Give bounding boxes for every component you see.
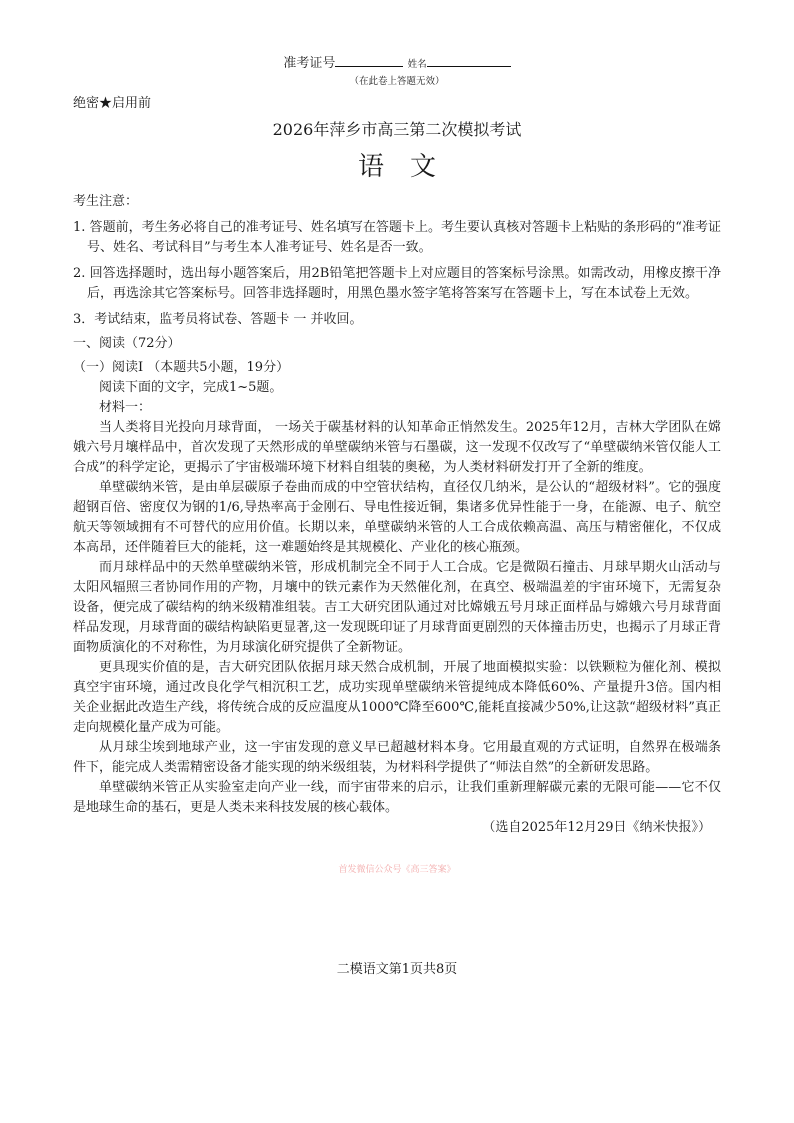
watermark: 首发微信公众号《高三答案》 <box>338 865 456 875</box>
passage-paragraph: 而月球样品中的天然单壁碳纳米管，形成机制完全不同于人工合成。它是微陨石撞击、月球早期火山活动与太阳风辐照三者协同作用的产物，月壤中的铁元素作为天然催化剂，在真空、极端温差的宇宙环境下，无需复杂设备，便完成了碳结构的纳米级精准组装。吉工大研究团队通过对比嫦娥五号月球正面样品与嫦娥六号月球背面样品发现，月球背面的碳结构缺陷更显著,这一发现既印证了月球背面更剧烈的天体撞击历史，也揭示了月球正背面物质演化的不对称性，为月球演化研究提供了全新物证。 <box>73 560 721 655</box>
subsection-heading: （一）阅读Ⅰ （本题共5小题，19分） <box>73 360 290 375</box>
notice-item: 2. 回答选择题时，选出每小题答案后，用2B铅笔把答题卡上对应题目的答案标号涂黑。如需改动，用橡皮擦干净后，再选涂其它答案标号。回答非选择题时，用黑色墨水签字笔将答案写在答题卡上，写在本试卷上无效。 <box>73 266 721 301</box>
notice-heading: 考生注意： <box>73 194 139 209</box>
notice-item: 3．考试结束，监考员将试卷、答题卡 一 并收回。 <box>73 312 363 327</box>
passage-paragraph: 单壁碳纳米管正从实验室走向产业一线，而宇宙带来的启示，让我们重新理解碳元素的无限可能——它不仅是地球生命的基石，更是人类未来科技发展的核心载体。 <box>73 780 721 815</box>
passage-paragraph: 单壁碳纳米管，是由单层碳原子卷曲而成的中空管状结构，直径仅几纳米，是公认的“超级材料”。它的强度超钢百倍、密度仅为钢的1/6,导热率高于金刚石、导电性接近铜，集诸多优异性能于一身，在能源、电子、航空航天等领域拥有不可替代的应用价值。长期以来，单壁碳纳米管的人工合成依赖高温、高压与精密催化，不仅成本高昂，还伴随着巨大的能耗，这一难题始终是其规模化、产业化的核心瓶颈。 <box>73 480 721 555</box>
candidate-info-line <box>0 52 794 71</box>
subject-title: 语文 <box>357 152 462 182</box>
name-blank <box>427 54 511 67</box>
reading-instruction: 阅读下面的文字，完成1~5题。 <box>99 380 283 395</box>
confidential-mark: 绝密★启用前 <box>73 96 152 111</box>
passage-paragraph: 更具现实价值的是，吉大研究团队依据月球天然合成机制，开展了地面模拟实验：以铁颗粒为催化剂、模拟真空宇宙环境，通过改良化学气相沉积工艺，成功实现单壁碳纳米管提纯成本降低60%、产量提升3倍。国内相关企业据此改造生产线，将传统合成的反应温度从1000℃降至600℃,能耗直接减少50%,让这款“超级材料”真正走向规模化量产成为可能。 <box>73 660 721 735</box>
section-heading: 一、阅读（72分） <box>73 336 181 351</box>
page-footer: 二模语文第1页共8页 <box>336 962 458 977</box>
header-note: （在此卷上答题无效） <box>349 76 445 87</box>
name-label: 姓名 <box>407 59 427 70</box>
notice-item: 1. 答题前，考生务必将自己的准考证号、姓名填写在答题卡上。考生要认真核对答题卡上粘贴的条形码的“准考证号、姓名、考试科目”与考生本人准考证号、姓名是否一致。 <box>73 220 721 255</box>
exam-title: 2026年萍乡市高三第二次模拟考试 <box>272 120 522 139</box>
ticket-number-blank <box>335 54 403 67</box>
passage-paragraph: 从月球尘埃到地球产业，这一宇宙发现的意义早已超越材料本身。它用最直观的方式证明，自然界在极端条件下，能完成人类需精密设备才能实现的纳米级组装，为材料科学提供了“师法自然”的全新研发思路。 <box>73 740 721 775</box>
page-body <box>73 192 721 838</box>
ticket-number-label: 准考证号 <box>283 56 336 71</box>
source-citation: （选自2025年12月29日《纳米快报》） <box>482 820 711 835</box>
passage-paragraph: 当人类将目光投向月球背面， 一场关于碳基材料的认知革命正悄然发生。2025年12月，吉林大学团队在嫦娥六号月壤样品中，首次发现了天然形成的单壁碳纳米管与石墨碳，这一发现不仅改写了“单壁碳纳米管仅能人工合成”的科学定论，更揭示了宇宙极端环境下材料自组装的奥秘，为人类材料研发打开了全新的维度。 <box>73 420 721 475</box>
material-label: 材料一： <box>99 400 152 415</box>
